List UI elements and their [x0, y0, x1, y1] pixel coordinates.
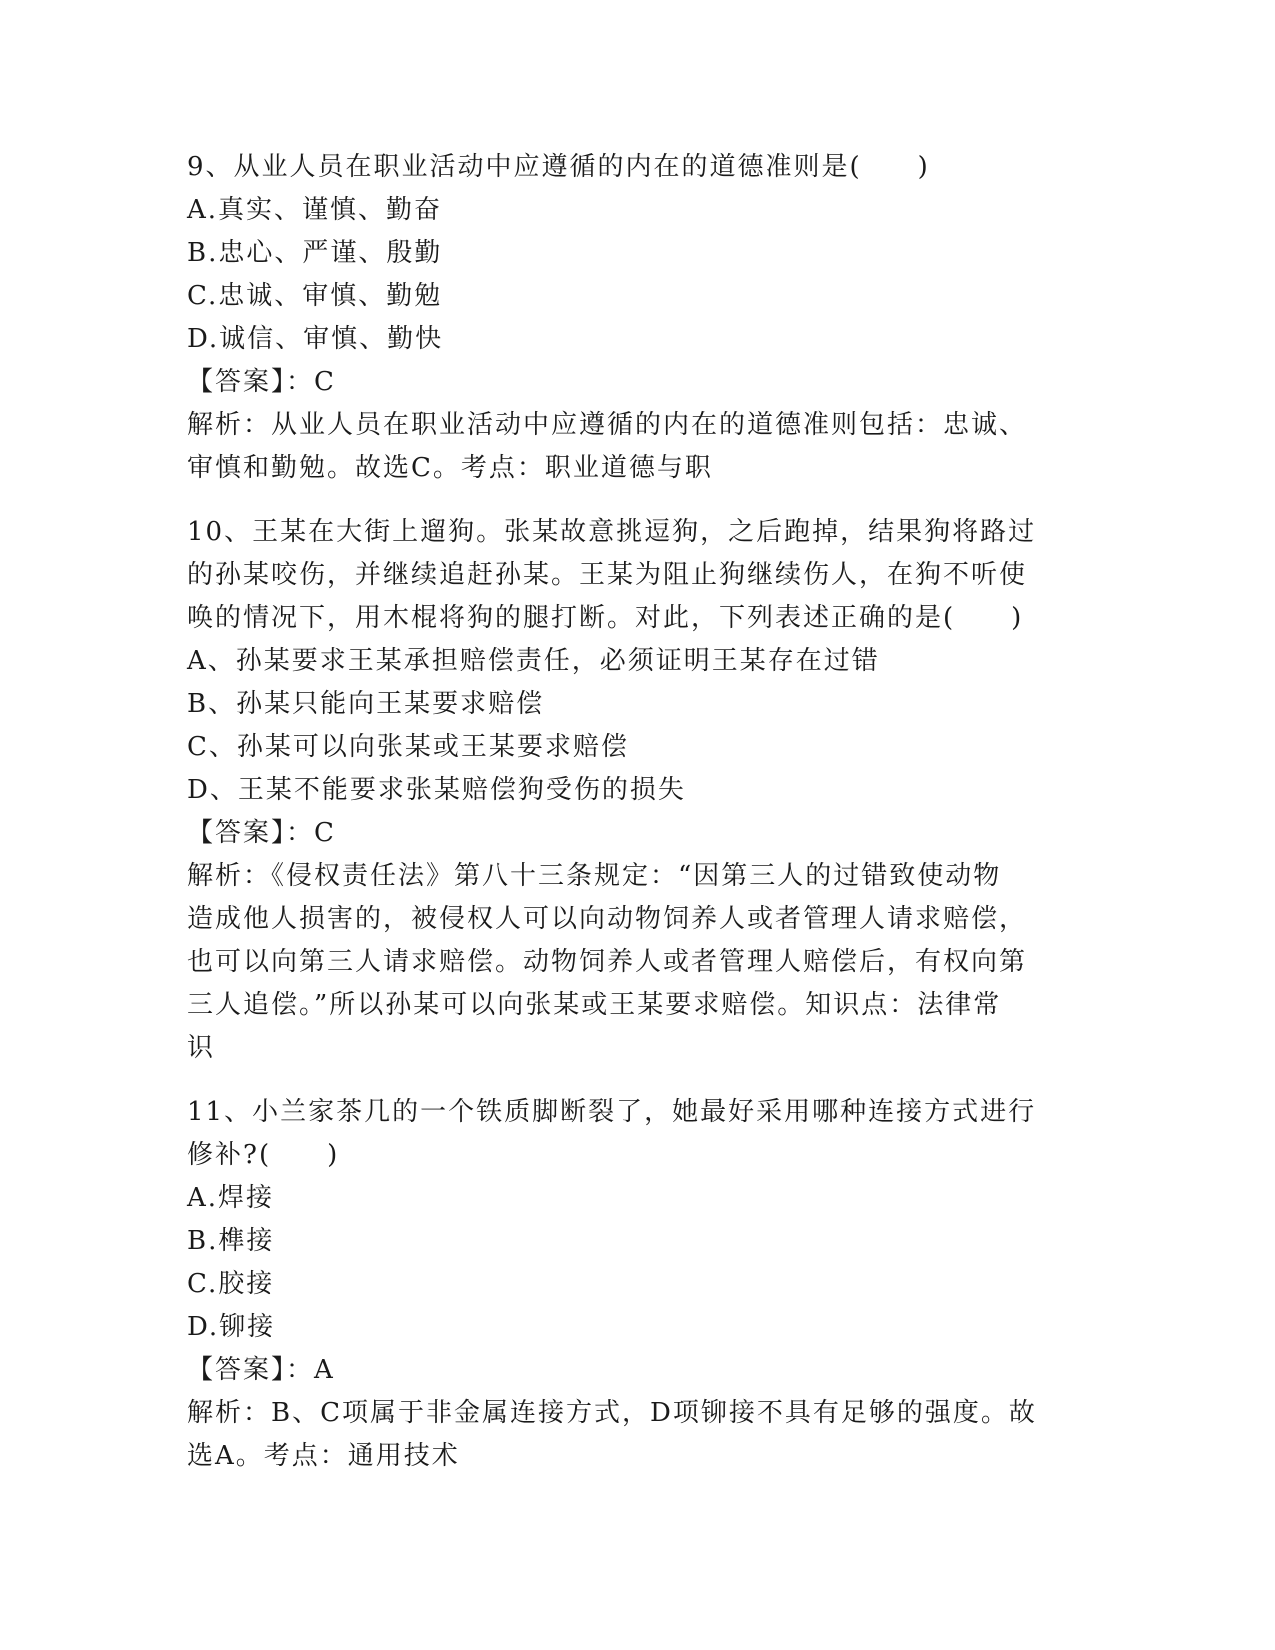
- question-stem: 11、小兰家茶几的一个铁质脚断裂了，她最好采用哪种连接方式进行: [187, 1097, 1037, 1127]
- option-b: B.忠心、严谨、殷勤: [187, 238, 443, 268]
- analysis-line: 审慎和勤勉。故选C。考点：职业道德与职: [187, 453, 713, 483]
- question-stem: 的孙某咬伤，并继续追赶孙某。王某为阻止狗继续伤人，在狗不听使: [187, 560, 1028, 590]
- analysis-line: 也可以向第三人请求赔偿。动物饲养人或者管理人赔偿后，有权向第: [187, 947, 1028, 977]
- analysis-line: 解析：《侵权责任法》第八十三条规定：“因第三人的过错致使动物: [187, 861, 1002, 891]
- analysis-line: 识: [187, 1033, 216, 1063]
- document-page: [187, 146, 1067, 1478]
- option-a: A.焊接: [187, 1183, 275, 1213]
- question-stem: 修补?( ): [187, 1140, 340, 1170]
- option-d: D.诚信、审慎、勤快: [187, 324, 444, 354]
- question-9: [187, 146, 1067, 490]
- option-c: C.胶接: [187, 1269, 275, 1299]
- answer: 【答案】：A: [187, 1355, 335, 1385]
- question-stem: 10、王某在大街上遛狗。张某故意挑逗狗，之后跑掉，结果狗将路过: [187, 517, 1037, 547]
- question-stem: 9、从业人员在职业活动中应遵循的内在的道德准则是( ): [187, 152, 930, 182]
- option-c: C.忠诚、审慎、勤勉: [187, 281, 443, 311]
- option-d: D、王某不能要求张某赔偿狗受伤的损失: [187, 775, 686, 805]
- analysis-line: 解析：B、C项属于非金属连接方式，D项铆接不具有足够的强度。故: [187, 1398, 1037, 1428]
- option-c: C、孙某可以向张某或王某要求赔偿: [187, 732, 629, 762]
- option-b: B、孙某只能向王某要求赔偿: [187, 689, 545, 719]
- option-d: D.铆接: [187, 1312, 276, 1342]
- analysis-line: 选A。考点：通用技术: [187, 1441, 460, 1471]
- analysis-line: 造成他人损害的，被侵权人可以向动物饲养人或者管理人请求赔偿，: [187, 904, 1028, 934]
- option-a: A.真实、谨慎、勤奋: [187, 195, 443, 225]
- analysis-line: 解析：从业人员在职业活动中应遵循的内在的道德准则包括：忠诚、: [187, 410, 1028, 440]
- option-b: B.榫接: [187, 1226, 275, 1256]
- question-11: [187, 1091, 1067, 1478]
- analysis-line: 三人追偿。”所以孙某可以向张某或王某要求赔偿。知识点：法律常: [187, 990, 1002, 1020]
- option-a: A、孙某要求王某承担赔偿责任，必须证明王某存在过错: [187, 646, 880, 676]
- answer: 【答案】：C: [187, 818, 336, 848]
- question-10: [187, 511, 1067, 1070]
- question-stem: 唤的情况下，用木棍将狗的腿打断。对此，下列表述正确的是( ): [187, 603, 1024, 633]
- answer: 【答案】：C: [187, 367, 336, 397]
